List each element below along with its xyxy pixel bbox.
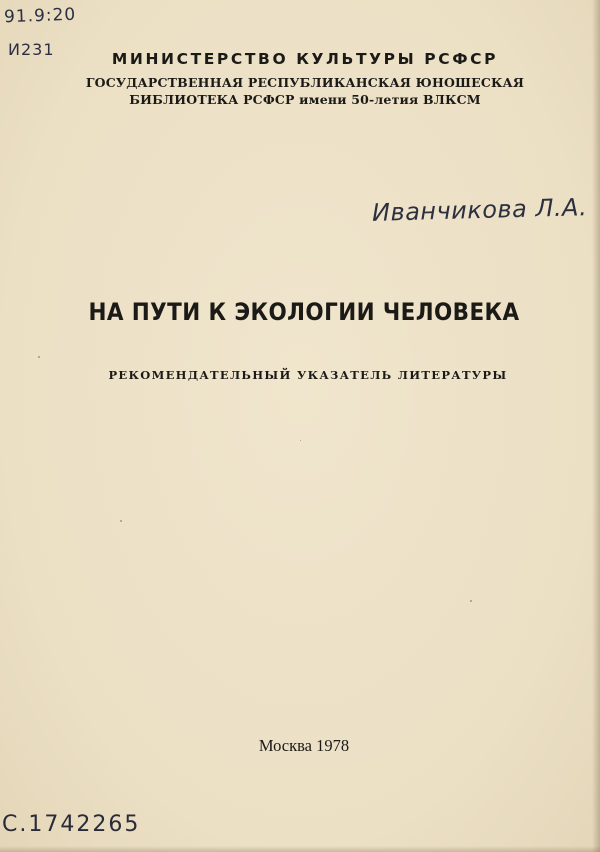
shelf-code-handwritten: 91.9:20 [3,4,77,28]
imprint-place-year: Москва 1978 [258,736,350,755]
library-line-1: ГОСУДАРСТВЕННАЯ РЕСПУБЛИКАНСКАЯ ЮНОШЕСКАЯ [85,75,525,90]
paper-speck [38,356,40,358]
page-bottom-shadow [0,846,600,852]
paper-speck [300,440,301,441]
paper-speck [470,600,472,602]
ministry-line: МИНИСТЕРСТВО КУЛЬТУРЫ РСФСР [111,50,499,68]
page-edge-shadow [592,0,600,852]
paper-speck [120,520,122,522]
book-title: НА ПУТИ К ЭКОЛОГИИ ЧЕЛОВЕКА [88,298,520,327]
inventory-number-handwritten: С.1742265 [2,812,141,837]
book-subtitle: РЕКОМЕНДАТЕЛЬНЫЙ УКАЗАТЕЛЬ ЛИТЕРАТУРЫ [108,368,508,382]
shelf-author-mark-handwritten: И231 [8,40,55,59]
library-name [0,74,600,108]
library-line-2: БИБЛИОТЕКА РСФСР имени 50-летия ВЛКСМ [129,92,481,107]
author-handwritten: Иванчикова Л.А. [371,193,588,227]
publisher-header [0,50,600,108]
